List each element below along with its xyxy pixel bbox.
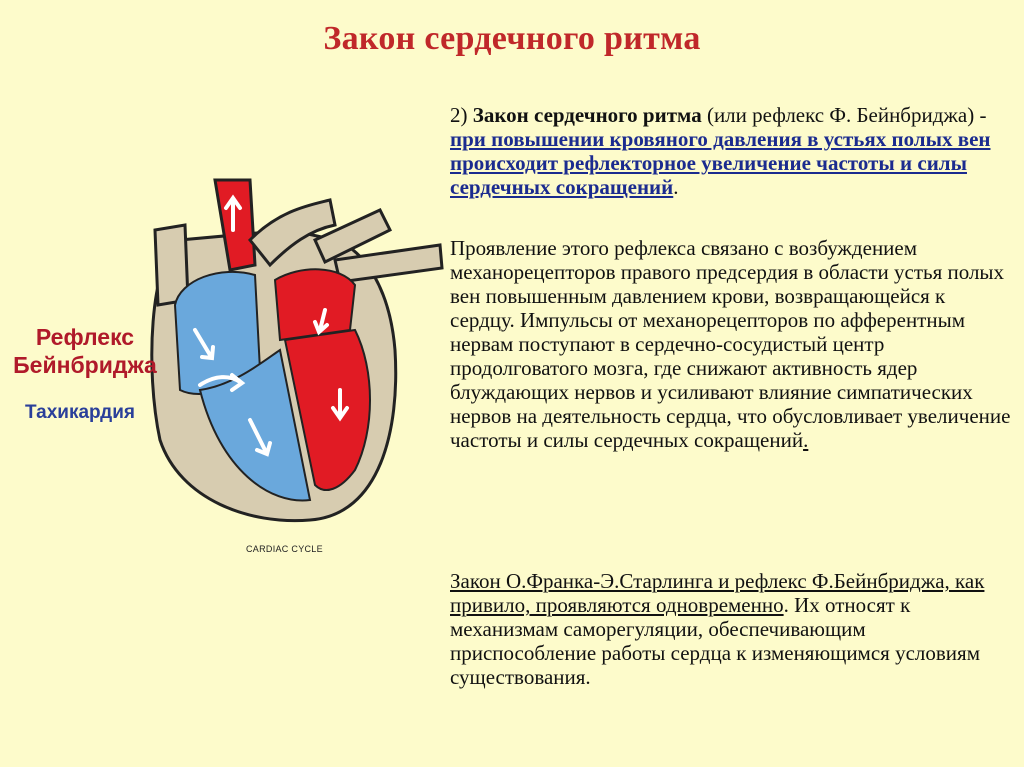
law-alias: (или рефлекс Ф. Бейнбриджа) - [701,103,987,127]
item-number: 2) [450,103,473,127]
tachycardia-label: Тахикардия [25,402,135,423]
law-name: Закон сердечного ритма [472,103,702,127]
period: . [673,175,679,199]
mechanism-paragraph [450,236,1015,452]
reflex-law-paragraph [450,103,1015,199]
summary-underlined: Закон О.Франка-Э.Старлинга и рефлекс Ф.Бейнбриджа, как привило, проявляются одновременно [450,569,985,617]
heart-diagram [140,170,450,530]
period: . [803,428,809,452]
figure-caption: CARDIAC CYCLE [246,544,323,554]
summary-paragraph [450,569,1015,689]
summary-text: . Их относят к механизмам саморегуляции, обеспечивающим приспособление работы сердца к изменяющимся условиям существования. [450,593,980,689]
slide-title: Закон сердечного ритма [323,20,701,57]
law-definition: при повышении кровяного давления в устьях полых вен происходит рефлекторное увеличение частоты и силы сердечных сокращений [450,127,991,199]
mechanism-text: Проявление этого рефлекса связано с возбуждением механорецепторов правого предсердия в области устья полых вен повышенным давлением крови, возвращающейся к сердцу. Импульсы от механорецепторов по афферентным нервам поступают в сердечно-сосудистый центр продолговатого мозга, где снижают активность ядер блуждающих нервов и усиливают влияние симпатических нервов на деятельность сердца, что обусловливает увеличение частоты и силы сердечных сокращений [450,236,1011,452]
left-atrium [275,269,355,340]
reflex-label: Рефлекс Бейнбриджа [13,324,157,378]
